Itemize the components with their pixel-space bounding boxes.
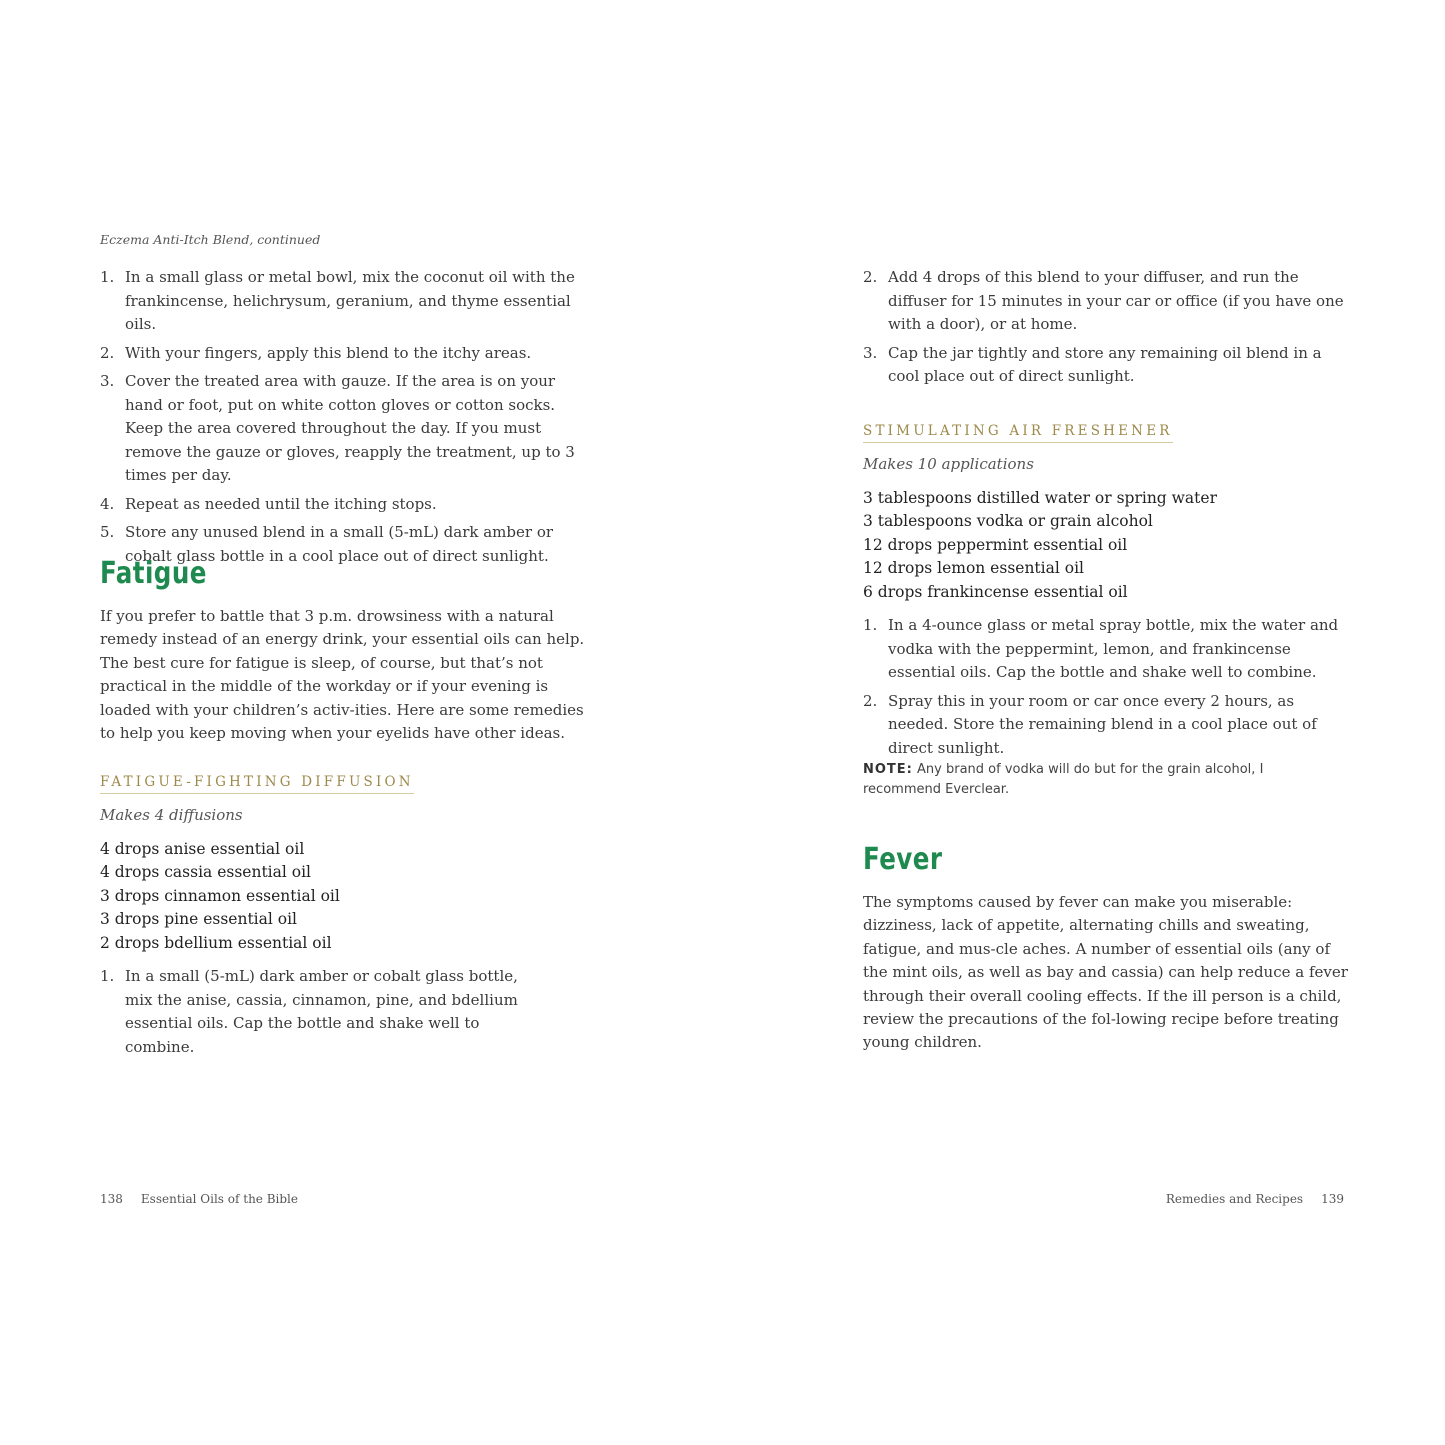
list-item: 4 drops anise essential oil: [100, 840, 305, 858]
recipe-title-fatigue: FATIGUE-FIGHTING DIFFUSION: [100, 774, 414, 794]
list-item: 3 tablespoons distilled water or spring water: [863, 489, 1217, 507]
list-item: 1. In a small (5-mL) dark amber or cobalt glass bottle, mix the anise, cassia, cinnamon, pine, and bdellium essential oils. Cap the bottle and shake well to combine.: [100, 967, 518, 1056]
list-item: 3 drops cinnamon essential oil: [100, 886, 340, 905]
fever-intro: The symptoms caused by fever can make you miserable: dizziness, lack of appetite, alternating chills and sweating, fatigue, and mus-cle aches. A number of essential oils (any of the mint oils, as well as bay and cassia) can help reduce a fever through their overall cooling effects. If the ill person is a child, review the precautions of the fol-lowing recipe before treating young children.: [863, 893, 1348, 1052]
footer-left: [100, 1192, 298, 1206]
eczema-steps-list: [100, 266, 590, 573]
fatigue-steps-list: [100, 965, 550, 1064]
page-number-left: 138: [100, 1192, 123, 1206]
note-label: NOTE:: [863, 762, 913, 777]
list-item: 1. In a small glass or metal bowl, mix the coconut oil with the frankincense, helichrysum, geranium, and thyme essential oils.: [100, 268, 575, 333]
ingredient-list-fatigue: [100, 838, 340, 955]
running-head: Eczema Anti-Itch Blend, continued: [100, 232, 321, 247]
list-item: 3 drops pine essential oil: [100, 910, 298, 929]
note-box: [863, 760, 1283, 800]
footer-right: [1166, 1192, 1344, 1206]
list-item: 2. Spray this in your room or car once every 2 hours, as needed. Store the remaining blend in a cool place out of direct sunlight.: [863, 691, 1317, 757]
list-item: 3. Cap the jar tightly and store any remaining oil blend in a cool place out of direct sunlight.: [863, 343, 1322, 385]
ingredient-list-air-freshener: [863, 487, 1217, 604]
recipe-yield-air-freshener: Makes 10 applications: [863, 455, 1034, 473]
list-item: 12 drops lemon essential oil: [863, 559, 1084, 578]
list-item: 2 drops bdellium essential oil: [100, 933, 332, 952]
list-item: 6 drops frankincense essential oil: [863, 582, 1128, 601]
fever-heading: Fever: [863, 842, 943, 877]
recipe-title-air-freshener: STIMULATING AIR FRESHENER: [863, 423, 1173, 443]
list-item: 2. With your fingers, apply this blend to the itchy areas.: [100, 343, 532, 362]
list-item: 12 drops peppermint essential oil: [863, 535, 1128, 554]
note-text: Any brand of vodka will do but for the grain alcohol, I recommend Everclear.: [863, 762, 1264, 797]
fatigue-heading: Fatigue: [100, 556, 207, 591]
list-item: 1. In a 4-ounce glass or metal spray bottle, mix the water and vodka with the peppermint, lemon, and frankincense essential oils. Cap the bottle and shake well to combine.: [863, 616, 1339, 681]
list-item: 4 drops cassia essential oil: [100, 863, 312, 882]
list-item: 3 tablespoons vodka or grain alcohol: [863, 512, 1153, 531]
page-number-right: 139: [1321, 1192, 1344, 1206]
list-item: 4. Repeat as needed until the itching stops.: [100, 494, 437, 513]
air-freshener-steps-list: [863, 614, 1353, 765]
continued-steps-list: [863, 266, 1353, 394]
recipe-yield-fatigue: Makes 4 diffusions: [100, 806, 243, 824]
list-item: 2. Add 4 drops of this blend to your diffuser, and run the diffuser for 15 minutes in your car or office (if you have one with a door), or at home.: [863, 268, 1344, 333]
fatigue-intro: If you prefer to battle that 3 p.m. drowsiness with a natural remedy instead of an energy drink, your essential oils can help. The best cure for fatigue is sleep, of course, but that’s not practical in the middle of the workday or if your evening is loaded with your children’s activ-ities. Here are some remedies to help you keep moving when your eyelids have other ideas.: [100, 607, 585, 743]
book-title: Essential Oils of the Bible: [140, 1192, 298, 1206]
list-item: 3. Cover the treated area with gauze. If the area is on your hand or foot, put on white cotton gloves or cotton socks. Keep the area covered throughout the day. If you must remove the gauze or gloves, reapply the treatment, up to 3 times per day.: [100, 372, 575, 484]
list-item: 5. Store any unused blend in a small (5-mL) dark amber or cobalt glass bottle in a cool place out of direct sunlight.: [100, 523, 554, 565]
section-title: Remedies and Recipes: [1165, 1192, 1304, 1206]
